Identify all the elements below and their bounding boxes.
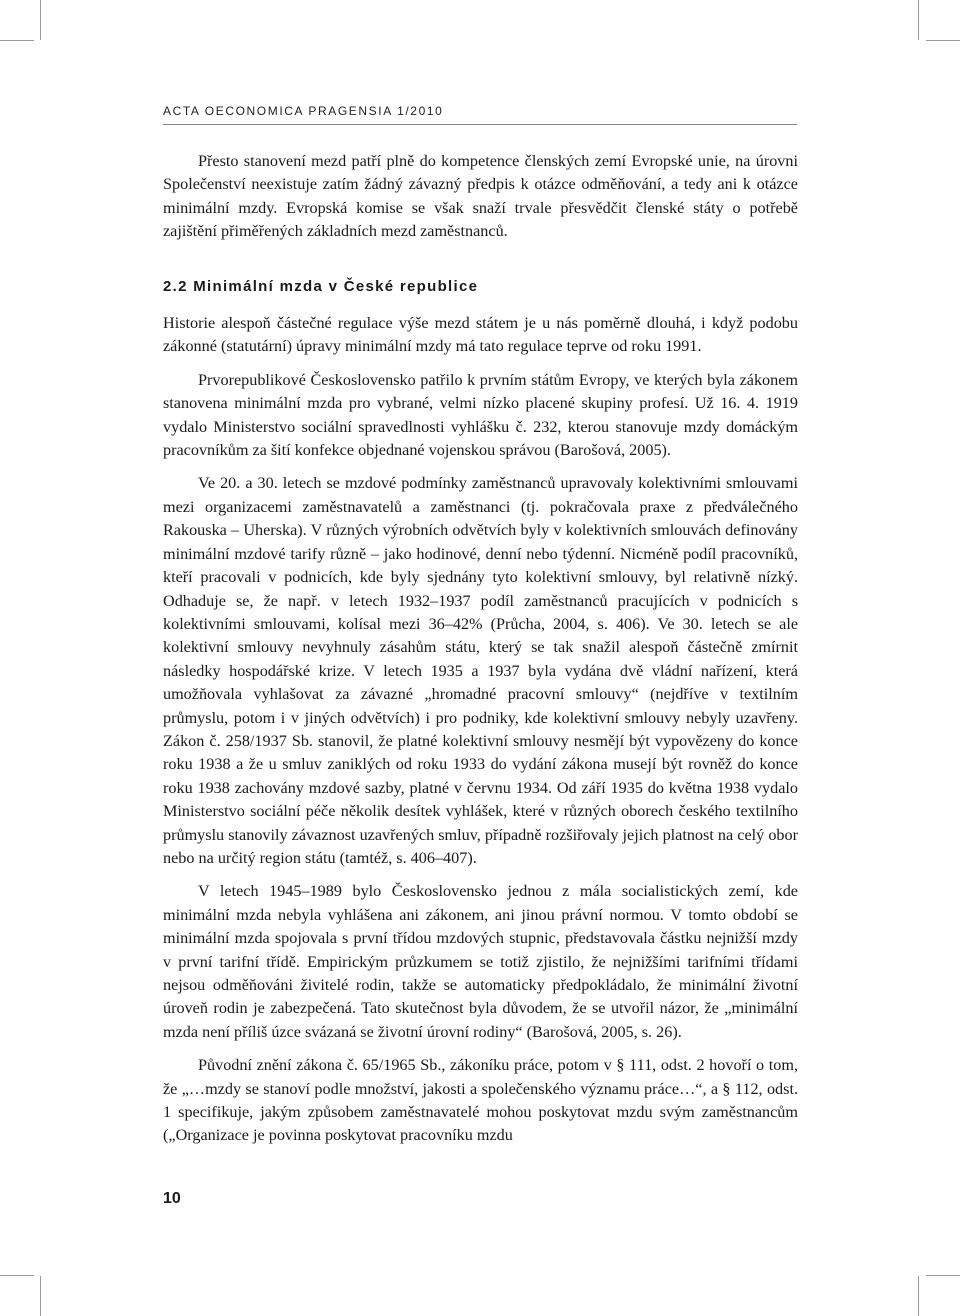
crop-mark-top-left	[40, 0, 41, 40]
running-head: ACTA OECONOMICA PRAGENSIA 1/2010	[163, 104, 444, 118]
crop-mark-bottom-left	[40, 1276, 41, 1316]
paragraph: Prvorepublikové Československo patřilo k prvním státům Evropy, ve kterých byla zákonem stanovena minimální mzda pro vybrané, velmi nízko placené skupiny profesí. Už 16. 4. 1919 vydalo Ministerstvo sociální spravedlnosti vyhlášku č. 232, kterou stanovuje mzdy domáckým pracovníkům za šití konfekce objednané vojenskou správou (Barošová, 2005).	[163, 370, 798, 460]
paragraph: Historie alespoň částečné regulace výše mezd státem je u nás poměrně dlouhá, i když podobu zákonné (statutární) úpravy minimální mzdy má tato regulace teprve od roku 1991.	[163, 314, 798, 356]
paragraph: Původní znění zákona č. 65/1965 Sb., zákoníku práce, potom v § 111, odst. 2 hovoří o tom, že „…mzdy se stanoví podle množství, jakosti a společenského významu práce…“, a § 112, odst. 1 specifikuje, jakým způsobem zaměstnavatelé mohou poskytovat mzdu svým zaměstnancům („Organizace je povinna poskytovat pracovníku mzdu	[163, 1056, 798, 1145]
crop-mark-top-right-h	[926, 40, 960, 41]
section-heading	[163, 275, 798, 298]
crop-mark-bottom-right	[918, 1276, 919, 1316]
section-title: Minimální mzda v České republice	[193, 277, 479, 295]
section-number: 2.2	[163, 277, 188, 295]
crop-mark-bottom-left-h	[0, 1275, 34, 1276]
paragraph: V letech 1945–1989 bylo Československo jednou z mála socialistických zemí, kde minimální mzda nebyla vyhlášena ani zákonem, ani jinou právní normou. V tomto období se minimální mzda spojovala s první třídou mzdových stupnic, představovala částku nejnižší mzdy v první tarifní třídě. Empirickým průzkumem se totiž zjistilo, že nejnižšími tarifními třídami nejsou odměňováni živitelé rodin, takže se automaticky předpokládalo, že minimální životní úroveň rodin je zabezpečená. Tato skutečnost byla důvodem, že se utvořil názor, že „minimální mzda není příliš úzce svázaná se životní úrovní rodiny“ (Barošová, 2005, s. 26).	[163, 882, 798, 1041]
crop-mark-top-right	[918, 0, 919, 40]
header-rule	[163, 124, 797, 125]
intro-paragraph: Přesto stanovení mezd patří plně do kompetence členských zemí Evropské unie, na úrovni Společenství neexistuje zatím žádný závazný předpis k otázce odměňování, a tedy ani k otázce minimální mzdy. Evropská komise se však snaží trvale přesvědčit členské státy o potřebě zajištění přiměřených základních mezd zaměstnanců.	[163, 152, 798, 241]
paragraph: Ve 20. a 30. letech se mzdové podmínky zaměstnanců upravovaly kolektivními smlouvami mezi organizacemi zaměstnavatelů a zaměstnanci (tj. pokračovala praxe z předválečného Rakouska – Uherska). V různých výrobních odvětvích byly v kolektivních smlouvách definovány minimální mzdové tarify různě – jako hodinové, denní nebo týdenní. Nicméně podíl pracovníků, kteří pracovali v podnicích, kde byly sjednány tyto kolektivní smlouvy, byl relativně nízký. Odhaduje se, že např. v letech 1932–1937 podíl zaměstnanců pracujících v podnicích s kolektivními smlouvami, kolísal mezi 36–42% (Průcha, 2004, s. 406). Ve 30. letech se ale kolektivní smlouvy nevyhnuly zásahům státu, který se tak snažil alespoň částečně zmírnit následky hospodářské krize. V letech 1935 a 1937 byla vydána dvě vládní nařízení, která umožňovala vyhlašovat za závazné „hromadné pracovní smlouvy“ (nejdříve v textilním průmyslu, potom i v jiných odvětvích) i pro podniky, kde kolektivní smlouvy nebyly uzavřeny. Zákon č. 258/1937 Sb. stanovil, že platné kolektivní smlouvy nesmějí být vypovězeny do konce roku 1938 a že u smluv zaniklých od roku 1933 do vydání zákona musejí být rovněž do konce roku 1938 zachovány mzdové sazby, platné v červnu 1934. Od září 1935 do května 1938 vydalo Ministerstvo sociální péče několik desítek vyhlášek, které v různých oborech českého textilního průmyslu stanovily závaznost uzavřených smluv, případně rozšiřovaly jejich platnost na celý obor nebo na určitý region státu (tamtéž, s. 406–407).	[163, 474, 798, 867]
crop-mark-top-left-h	[0, 40, 34, 41]
page-number: 10	[163, 1190, 181, 1207]
article-body	[163, 150, 798, 1148]
crop-mark-bottom-right-h	[926, 1275, 960, 1276]
